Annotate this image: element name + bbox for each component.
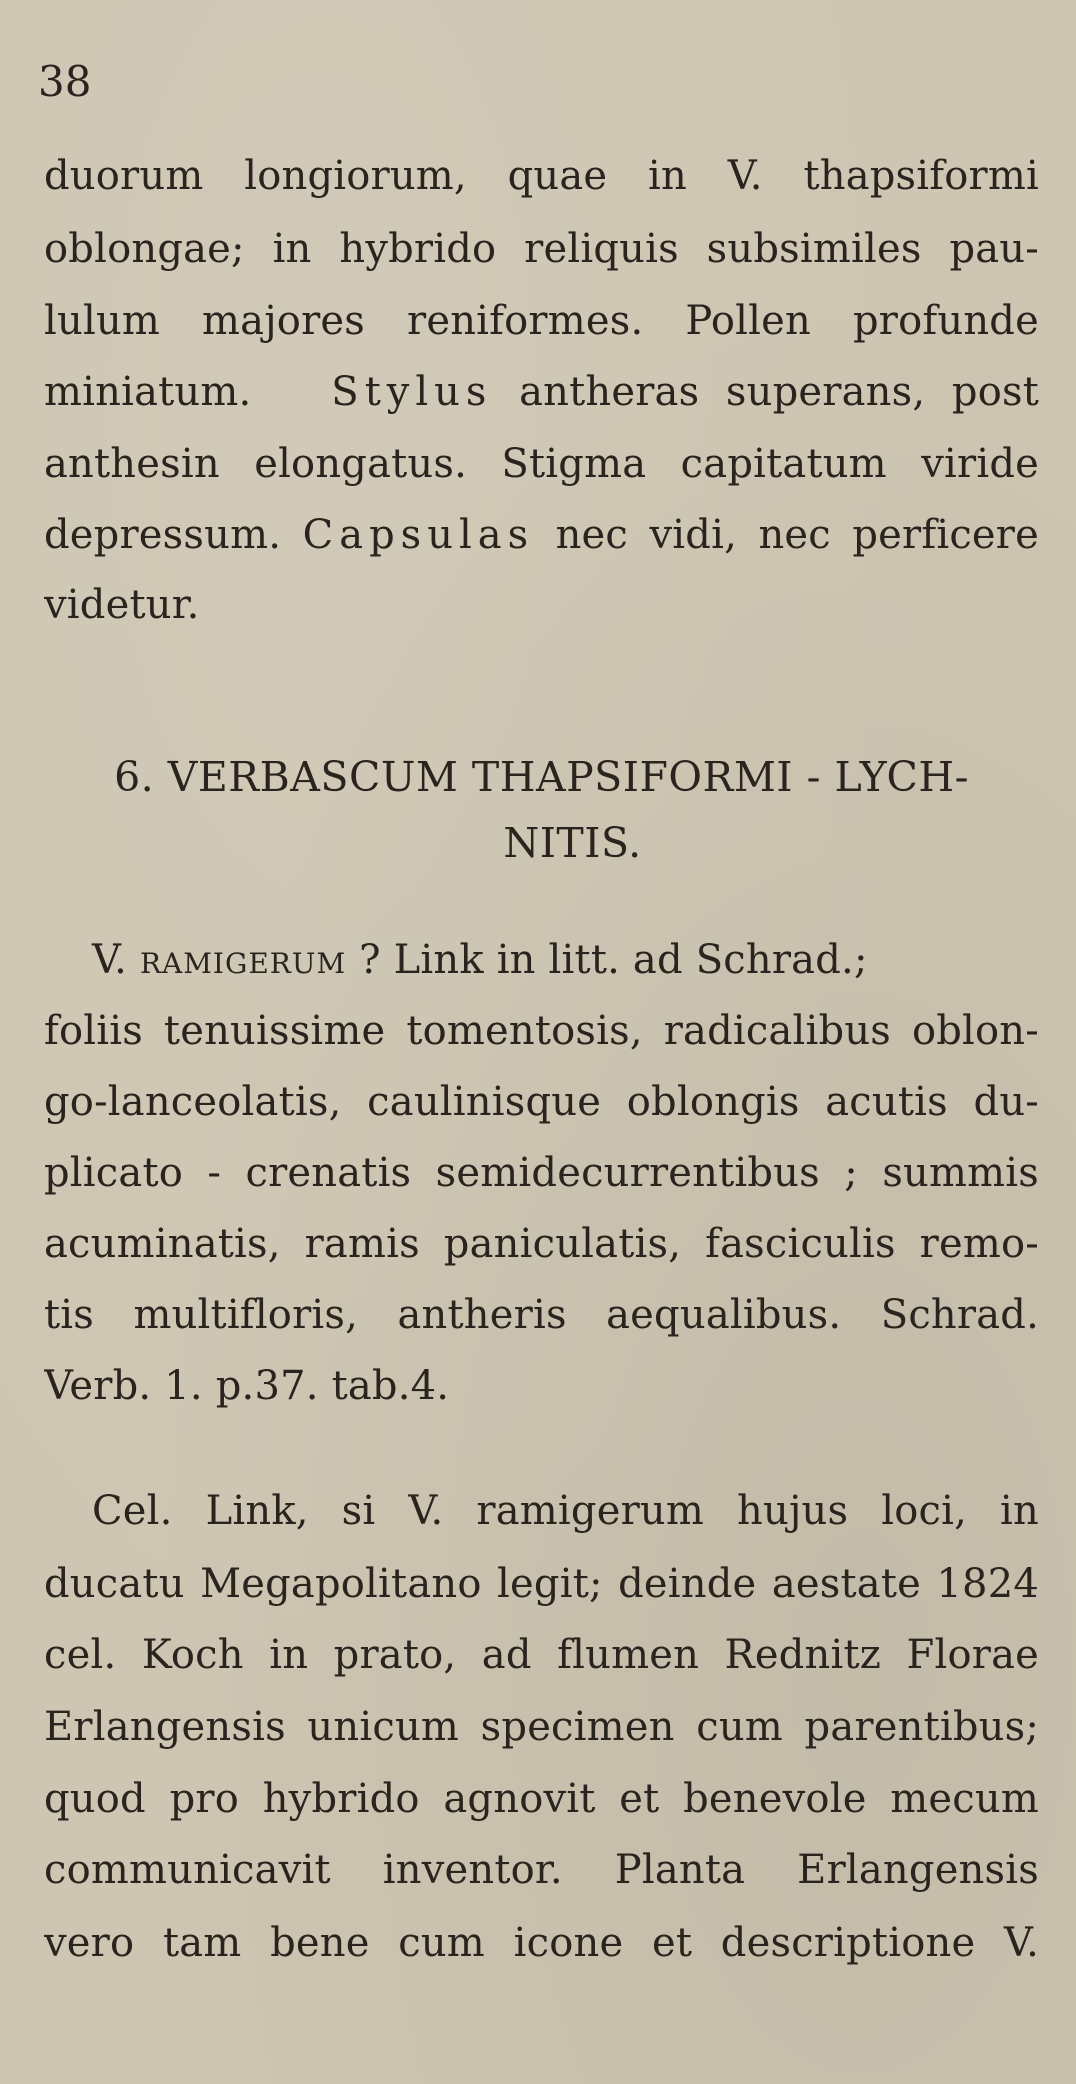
- text-fragment: depressum.: [44, 512, 282, 558]
- text-line-with-spaced-term: [44, 500, 1039, 570]
- text-line: quod pro hybrido agnovit et benevole mecum: [44, 1776, 1039, 1822]
- text-line: videtur.: [44, 582, 200, 628]
- text-line: Verb. 1. p.37. tab.4.: [44, 1363, 450, 1409]
- text-line: communicavit inventor. Planta Erlangensis: [44, 1847, 1039, 1893]
- text-line: foliis tenuissime tomentosis, radicalibus oblon-: [44, 1008, 1039, 1054]
- spaced-term-capsulas: Capsulas: [302, 512, 535, 558]
- text-line: Erlangensis unicum specimen cum parentibus;: [44, 1704, 1039, 1750]
- page-number: 38: [38, 57, 92, 106]
- text-fragment: ? Link in litt. ad Schrad.;: [359, 937, 868, 983]
- text-line: lulum majores reniformes. Pollen profunde: [44, 298, 1039, 344]
- text-fragment: nec vidi, nec perficere: [555, 512, 1039, 558]
- text-line: anthesin elongatus. Stigma capitatum viride: [44, 441, 1039, 487]
- text-line: tis multifloris, antheris aequalibus. Schrad.: [44, 1292, 1039, 1338]
- text-line-with-small-caps: [44, 925, 1039, 995]
- spaced-term-stylus: Stylus: [331, 369, 493, 415]
- text-fragment: miniatum.: [44, 369, 252, 415]
- text-line: cel. Koch in prato, ad flumen Rednitz Florae: [44, 1632, 1039, 1678]
- text-line: plicato - crenatis semidecurrentibus ; summis: [44, 1150, 1039, 1196]
- text-line: duorum longiorum, quae in V. thapsiformi: [44, 153, 1039, 199]
- text-fragment: V.: [92, 937, 128, 983]
- text-fragment: antheras superans, post: [519, 369, 1039, 415]
- small-caps-term: ramigerum: [139, 937, 347, 983]
- text-line: vero tam bene cum icone et descriptione V.: [44, 1920, 1039, 1966]
- text-line: oblongae; in hybrido reliquis subsimiles pau-: [44, 226, 1039, 272]
- text-line-with-spaced-term: [44, 357, 1039, 427]
- text-line: go-lanceolatis, caulinisque oblongis acutis du-: [44, 1079, 1039, 1125]
- section-heading: 6. VERBASCUM THAPSIFORMI - LYCH-: [114, 753, 969, 801]
- text-line: ducatu Megapolitano legit; deinde aestate 1824: [44, 1561, 1039, 1607]
- text-line: acuminatis, ramis paniculatis, fasciculis remo-: [44, 1221, 1039, 1267]
- text-line: Cel. Link, si V. ramigerum hujus loci, in: [92, 1488, 1039, 1534]
- section-heading-continued: NITIS.: [503, 819, 642, 867]
